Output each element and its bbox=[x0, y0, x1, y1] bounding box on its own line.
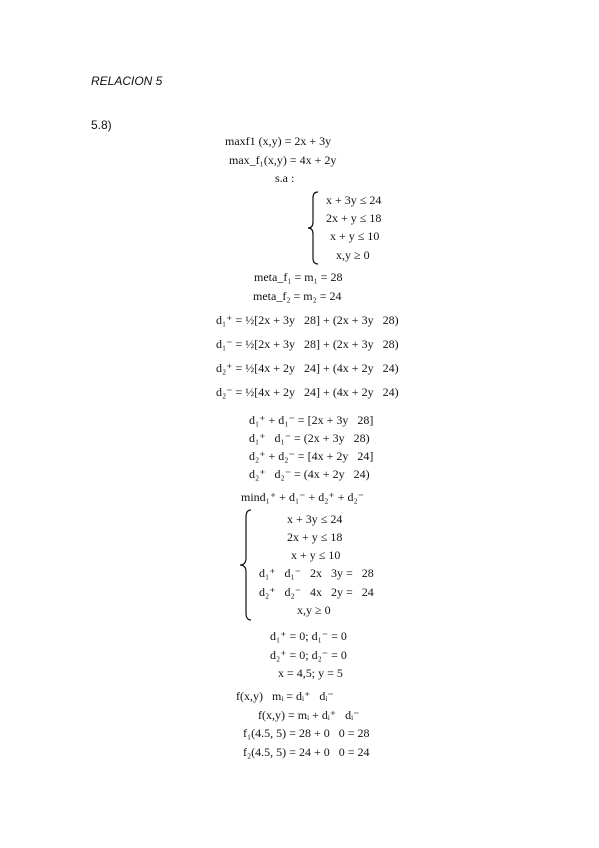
deviation-d1-minus: d₁⁻ = ½[2x + 3y 28] + (2x + 3y 28) bbox=[216, 337, 399, 351]
result-xy: x = 4,5; y = 5 bbox=[278, 666, 343, 680]
goal-constraint-6: x,y ≥ 0 bbox=[297, 603, 331, 617]
deviation-d1-plus: d₁⁺ = ½[2x + 3y 28] + (2x + 3y 28) bbox=[216, 313, 399, 327]
function-relation-1: f(x,y) mᵢ = dᵢ⁺ dᵢ⁻ bbox=[236, 689, 334, 703]
goal-constraint-2: 2x + y ≤ 18 bbox=[287, 530, 343, 544]
deviation-sum-2: d₂⁺ + d₂⁻ = [4x + 2y 24] bbox=[249, 449, 374, 463]
deviation-difference-1: d₁⁺ d₁⁻ = (2x + 3y 28) bbox=[249, 431, 370, 445]
goal-constraint-4: d₁⁺ d₁⁻ 2x 3y = 28 bbox=[259, 566, 374, 580]
subject-to-label: s.a : bbox=[275, 171, 295, 185]
goal-constraint-5: d₂⁺ d₂⁻ 4x 2y = 24 bbox=[259, 585, 374, 599]
constraint-4: x,y ≥ 0 bbox=[336, 248, 370, 262]
goal-constraint-1: x + 3y ≤ 24 bbox=[287, 512, 343, 526]
deviation-difference-2: d₂⁺ d₂⁻ = (4x + 2y 24) bbox=[249, 467, 370, 481]
constraint-1: x + 3y ≤ 24 bbox=[326, 193, 382, 207]
constraint-3: x + y ≤ 10 bbox=[330, 229, 380, 243]
function-relation-2: f(x,y) = mᵢ + dᵢ⁺ dᵢ⁻ bbox=[258, 708, 360, 722]
goal-2: meta_f₂ = m₂ = 24 bbox=[253, 289, 342, 303]
result-d1: d₁⁺ = 0; d₁⁻ = 0 bbox=[270, 629, 347, 643]
goal-constraint-3: x + y ≤ 10 bbox=[291, 548, 341, 562]
constraints-brace-2 bbox=[238, 509, 254, 621]
document-title: RELACION 5 bbox=[91, 74, 163, 88]
constraint-2: 2x + y ≤ 18 bbox=[326, 211, 382, 225]
goal-1: meta_f₁ = m₁ = 28 bbox=[254, 270, 343, 284]
result-d2: d₂⁺ = 0; d₂⁻ = 0 bbox=[270, 648, 347, 662]
function-value-1: f₁(4.5, 5) = 28 + 0 0 = 28 bbox=[243, 726, 370, 740]
function-value-2: f₂(4.5, 5) = 24 + 0 0 = 24 bbox=[243, 745, 370, 759]
deviation-sum-1: d₁⁺ + d₁⁻ = [2x + 3y 28] bbox=[249, 413, 374, 427]
constraints-brace-1 bbox=[306, 191, 322, 265]
minimization-objective: mind₁⁺ + d₁⁻ + d₂⁺ + d₂⁻ bbox=[241, 490, 365, 504]
objective-1: maxf1 (x,y) = 2x + 3y bbox=[225, 134, 332, 148]
objective-2: max_f₁(x,y) = 4x + 2y bbox=[229, 153, 337, 167]
section-number: 5.8) bbox=[91, 118, 112, 132]
deviation-d2-plus: d₂⁺ = ½[4x + 2y 24] + (4x + 2y 24) bbox=[216, 361, 399, 375]
deviation-d2-minus: d₂⁻ = ½[4x + 2y 24] + (4x + 2y 24) bbox=[216, 385, 399, 399]
